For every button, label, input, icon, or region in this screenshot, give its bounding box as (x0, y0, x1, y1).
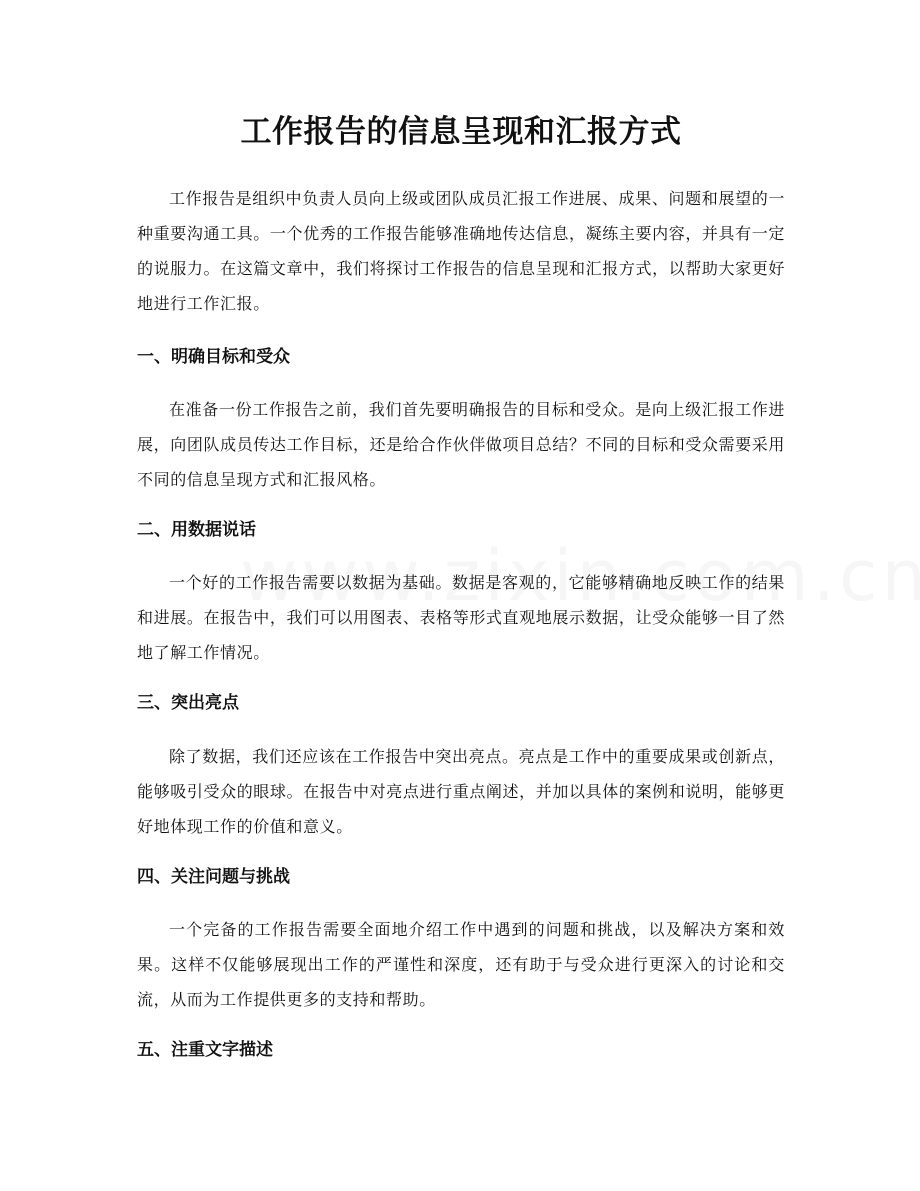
section-heading-3: 三、突出亮点 (137, 693, 239, 713)
section-body-3: 除了数据，我们还应该在工作报告中突出亮点。亮点是工作中的重要成果或创新点，能够吸引受众的眼球。在报告中对亮点进行重点阐述，并加以具体的案例和说明，能够更好地体现工作的价值和意义。 (137, 747, 785, 836)
section-heading-4: 四、关注问题与挑战 (137, 867, 290, 887)
document-title: 工作报告的信息呈现和汇报方式 (240, 114, 682, 150)
section-body-4: 一个完备的工作报告需要全面地介绍工作中遇到的问题和挑战，以及解决方案和效果。这样不仅能够展现出工作的严谨性和深度，还有助于与受众进行更深入的讨论和交流，从而为工作提供更多的支持和帮助。 (137, 920, 785, 1009)
section-heading-2: 二、用数据说话 (137, 520, 256, 540)
section-body-2: 一个好的工作报告需要以数据为基础。数据是客观的，它能够精确地反映工作的结果和进展。在报告中，我们可以用图表、表格等形式直观地展示数据，让受众能够一目了然地了解工作情况。 (137, 573, 785, 662)
section-heading-5: 五、注重文字描述 (137, 1040, 273, 1060)
intro-paragraph: 工作报告是组织中负责人员向上级或团队成员汇报工作进展、成果、问题和展望的一种重要沟通工具。一个优秀的工作报告能够准确地传达信息，凝练主要内容，并具有一定的说服力。在这篇文章中，我们将探讨工作报告的信息呈现和汇报方式，以帮助大家更好地进行工作汇报。 (137, 189, 785, 313)
section-heading-1: 一、明确目标和受众 (137, 347, 290, 367)
section-body-1: 在准备一份工作报告之前，我们首先要明确报告的目标和受众。是向上级汇报工作进展，向团队成员传达工作目标，还是给合作伙伴做项目总结？不同的目标和受众需要采用不同的信息呈现方式和汇报风格。 (137, 400, 785, 489)
